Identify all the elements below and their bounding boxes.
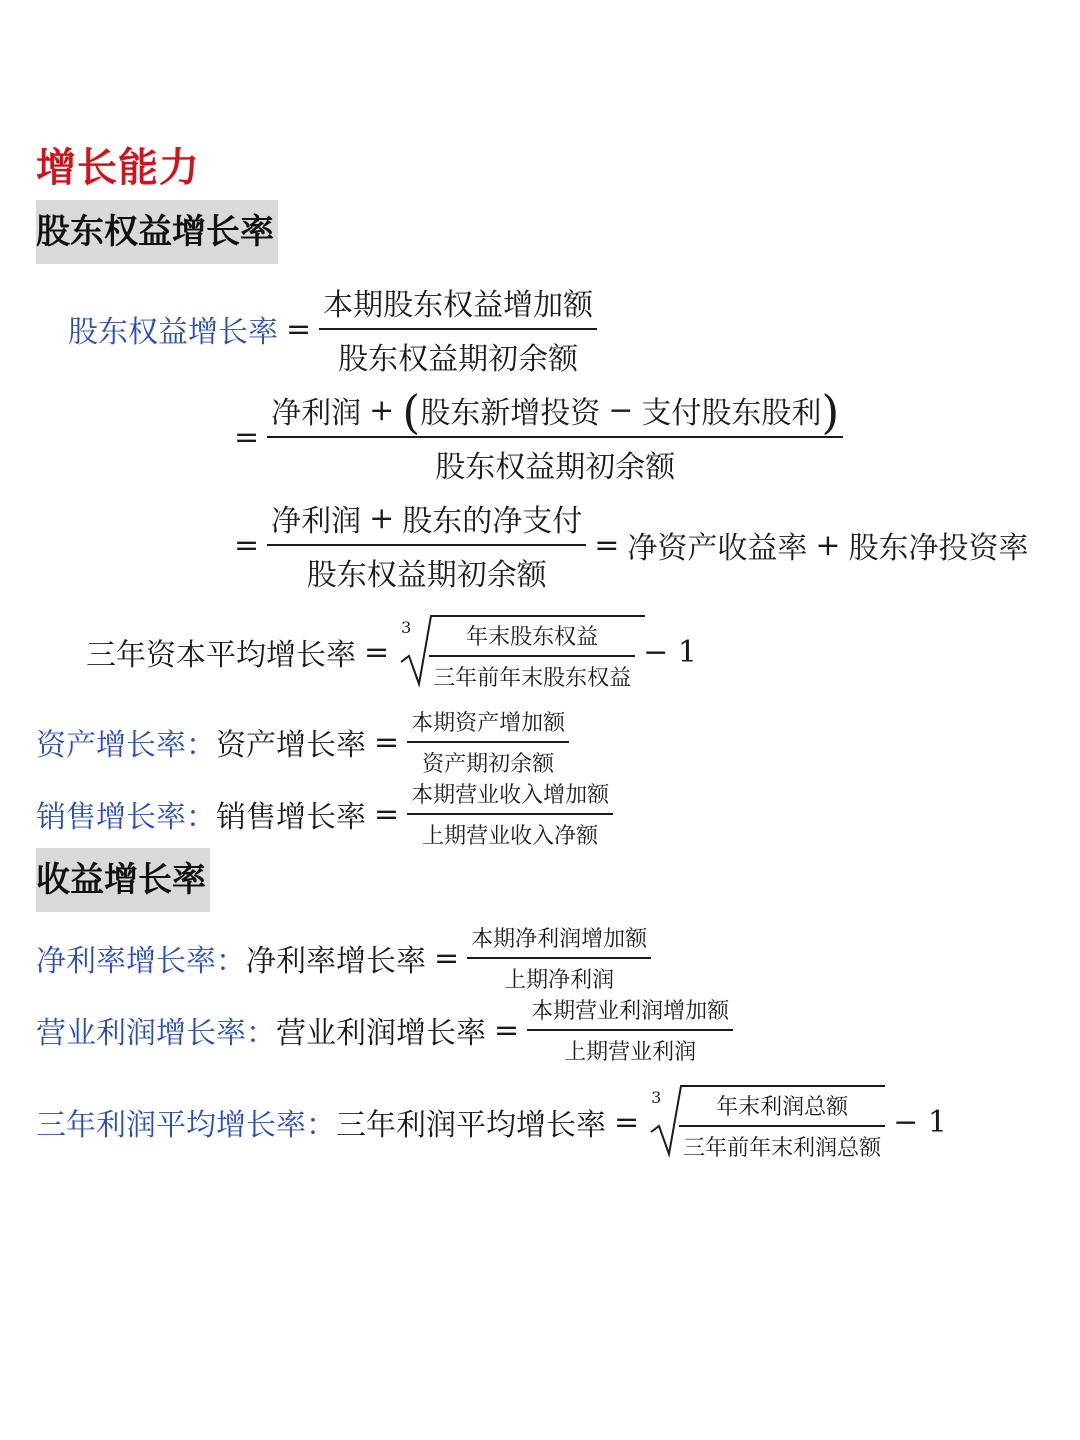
- denominator: 上期净利润: [504, 968, 615, 993]
- formula-net-profit-growth: [36, 922, 651, 994]
- equals-sign: =: [374, 724, 400, 760]
- plus-sign: +: [369, 500, 395, 536]
- formula-equity-growth-1: [68, 280, 597, 378]
- formula-label: 净利率增长率：: [36, 944, 246, 979]
- section-heading-equity-growth: 股东权益增长率: [36, 200, 278, 264]
- section-heading-income-growth: 收益增长率: [36, 848, 210, 912]
- formula-asset-growth: [36, 706, 569, 778]
- formula-lhs: 营业利润增长率: [276, 1016, 486, 1051]
- formula-lhs: 资产增长率: [216, 728, 366, 763]
- formula-label: 销售增长率：: [36, 800, 216, 835]
- formula-operating-profit-growth: [36, 994, 733, 1066]
- formula-label: 营业利润增长率：: [36, 1016, 276, 1051]
- formula-capital-3y-growth: [86, 612, 705, 692]
- formula-lhs: 三年资本平均增长率: [86, 638, 356, 673]
- shareholder-net-payment-term: 股东的净支付: [402, 504, 583, 539]
- numerator: 本期股东权益增加额: [323, 288, 594, 323]
- formula-label: 三年利润平均增长率：: [36, 1108, 336, 1143]
- plus-sign: +: [815, 527, 841, 563]
- fraction: [319, 280, 597, 378]
- equals-sign: =: [494, 1012, 520, 1048]
- roe-term: 净资产收益率: [627, 531, 808, 566]
- minus-sign: −: [608, 392, 634, 428]
- formula-sales-growth: [36, 778, 613, 850]
- numerator: 本期营业收入增加额: [411, 783, 610, 808]
- minus-one: − 1: [893, 1104, 947, 1140]
- equals-sign: =: [364, 634, 390, 670]
- numerator: 年末股东权益: [466, 625, 599, 650]
- new-investment-term: 股东新增投资: [420, 396, 601, 431]
- page-title: 增长能力: [36, 145, 200, 191]
- denominator: 上期营业收入净额: [422, 824, 599, 849]
- fraction: [527, 994, 733, 1066]
- cube-root: [647, 1082, 885, 1162]
- numerator: [267, 496, 586, 544]
- formula-lhs: 三年利润平均增长率: [336, 1108, 606, 1143]
- formula-profit-3y-growth: [36, 1082, 955, 1162]
- denominator: 三年前年末利润总额: [683, 1136, 882, 1161]
- fraction: [407, 706, 569, 778]
- equals-sign: =: [374, 796, 400, 832]
- numerator: 年末利润总额: [716, 1095, 849, 1120]
- equals-sign: =: [234, 527, 260, 563]
- formula-lhs: 净利率增长率: [246, 944, 426, 979]
- numerator: 本期净利润增加额: [471, 927, 648, 952]
- fraction: [467, 922, 651, 994]
- formula-label: 资产增长率：: [36, 728, 216, 763]
- left-paren: (: [402, 385, 421, 439]
- minus-one: − 1: [643, 634, 697, 670]
- root-index: 3: [401, 618, 412, 637]
- radical-sign-icon: [397, 612, 647, 692]
- formula-lhs: 股东权益增长率: [68, 315, 278, 350]
- denominator: 三年前年末股东权益: [433, 666, 632, 691]
- denominator: 资产期初余额: [422, 752, 555, 777]
- formula-lhs: 销售增长率: [216, 800, 366, 835]
- formula-equity-growth-2: [234, 385, 843, 486]
- equals-sign: =: [234, 419, 260, 455]
- denominator: 股东权益期初余额: [338, 342, 579, 377]
- net-profit-term: 净利润: [271, 396, 362, 431]
- numerator: [267, 385, 843, 439]
- denominator: 上期营业利润: [564, 1040, 697, 1065]
- root-index: 3: [651, 1088, 662, 1107]
- denominator: 股东权益期初余额: [435, 450, 676, 485]
- equals-sign: =: [594, 527, 620, 563]
- dividend-term: 支付股东股利: [641, 396, 822, 431]
- fraction: [267, 385, 843, 486]
- right-paren: ): [821, 385, 840, 439]
- net-investment-rate-term: 股东净投资率: [848, 531, 1029, 566]
- cube-root: [397, 612, 635, 692]
- equals-sign: =: [434, 940, 460, 976]
- numerator: 本期营业利润增加额: [531, 999, 730, 1024]
- fraction: [407, 778, 613, 850]
- denominator: 股东权益期初余额: [306, 558, 547, 593]
- equals-sign: =: [614, 1104, 640, 1140]
- numerator: 本期资产增加额: [411, 711, 566, 736]
- net-profit-term: 净利润: [271, 504, 362, 539]
- plus-sign: +: [369, 392, 395, 428]
- radical-sign-icon: [647, 1082, 887, 1162]
- fraction: [267, 496, 586, 594]
- formula-equity-growth-3: [234, 496, 1029, 594]
- equals-sign: =: [286, 311, 312, 347]
